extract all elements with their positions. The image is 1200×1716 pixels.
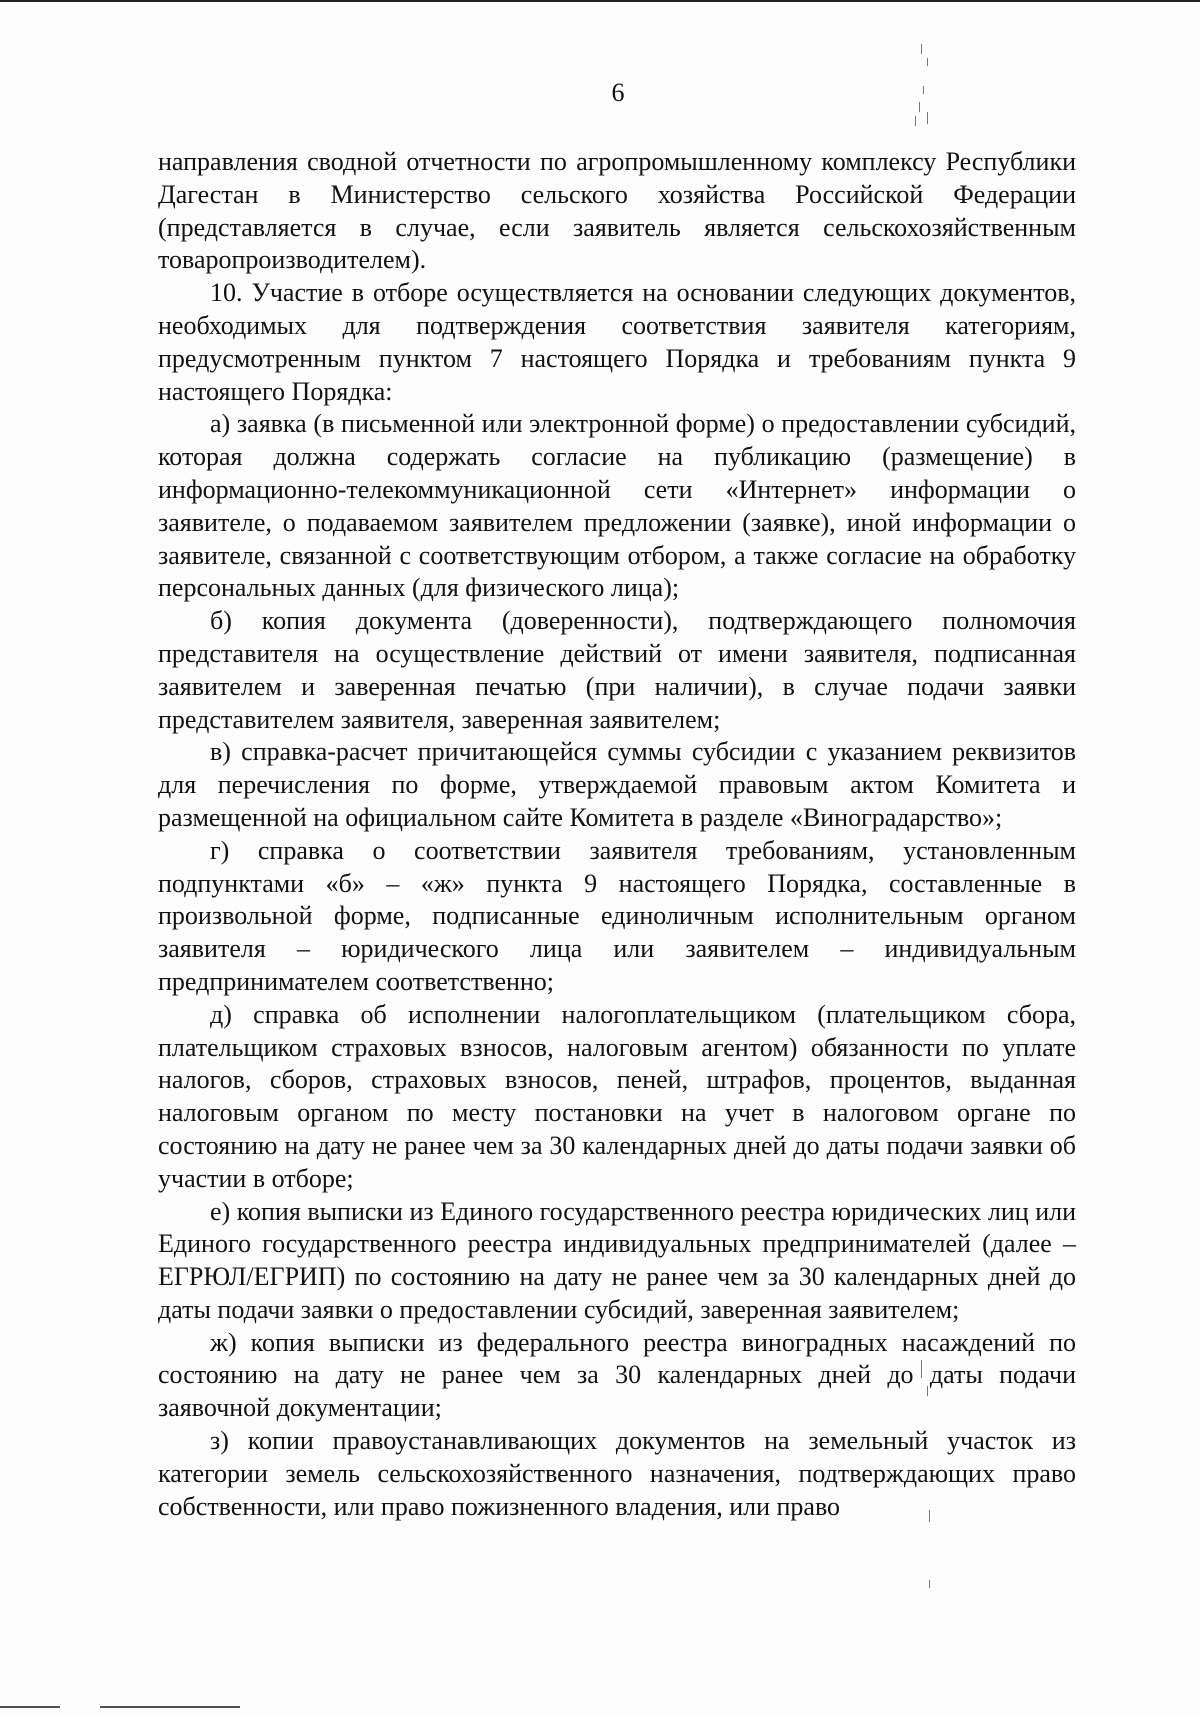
document-body	[158, 146, 1076, 1523]
paragraph-item-10: 10. Участие в отборе осуществляется на основании следующих документов, необходимых для подтверждения соответствия заявителя категориям, предусмотренным пунктом 7 настоящего Порядка и требованиям пункта 9 настоящего Порядка:	[158, 278, 1076, 406]
paragraph-subitem-e: е) копия выписки из Единого государственного реестра юридических лиц или Единого государственного реестра индивидуальных предпринимателей (далее – ЕГРЮЛ/ЕГРИП) по состоянию на дату не ранее чем за 30 календарных дней до даты подачи заявки о предоставлении субсидий, заверенная заявителем;	[158, 1196, 1076, 1324]
paragraph-subitem-a: а) заявка (в письменной или электронной форме) о предоставлении субсидий, которая должна содержать согласие на публикацию (размещение) в информационно-телекоммуникационной сети «Интернет» информации о заявителе, о подаваемом заявителем предложении (заявке), иной информации о заявителе, связанной с соответствующим отбором, а также согласие на обработку персональных данных (для физического лица);	[158, 409, 1076, 603]
bottom-scan-edge-left	[0, 1706, 60, 1708]
paragraph-subitem-z: з) копии правоустанавливающих документов на земельный участок из категории земель сельскохозяйственного назначения, подтверждающих право собственности, или право пожизненного владения, или право	[158, 1426, 1076, 1521]
paragraph-subitem-b: б) копия документа (доверенности), подтверждающего полномочия представителя на осуществление действий от имени заявителя, подписанная заявителем и заверенная печатью (при наличии), в случае подачи заявки представителем заявителя, заверенная заявителем;	[158, 606, 1076, 734]
paragraph-continuation: направления сводной отчетности по агропромышленному комплексу Республики Дагестан в Министерство сельского хозяйства Российской Федерации (представляется в случае, если заявитель является сельскохозяйственным товаропроизводителем).	[158, 147, 1076, 275]
paragraph-subitem-d: д) справка об исполнении налогоплательщиком (плательщиком сбора, плательщиком страховых взносов, налоговым агентом) обязанности по уплате налогов, сборов, страховых взносов, пеней, штрафов, процентов, выданная налоговым органом по месту постановки на учет в налоговом органе по состоянию на дату не ранее чем за 30 календарных дней до даты подачи заявки об участии в отборе;	[158, 999, 1076, 1193]
bottom-scan-edge-center	[100, 1706, 240, 1708]
top-border-line	[0, 0, 1200, 2]
paragraph-subitem-g: г) справка о соответствии заявителя требованиям, установленным подпунктами «б» – «ж» пункта 9 настоящего Порядка, составленные в произвольной форме, подписанные единоличным исполнительным органом заявителя – юридического лица или заявителем – индивидуальным предпринимателем соответственно;	[158, 835, 1076, 996]
page-number: 6	[611, 78, 625, 107]
paragraph-subitem-v: в) справка-расчет причитающейся суммы субсидии с указанием реквизитов для перечисления по форме, утверждаемой правовым актом Комитета и размещенной на официальном сайте Комитета в разделе «Виноградарство»;	[158, 737, 1076, 832]
paragraph-subitem-zh: ж) копия выписки из федерального реестра виноградных насаждений по состоянию на дату не ранее чем за 30 календарных дней до даты подачи заявочной документации;	[158, 1327, 1076, 1423]
